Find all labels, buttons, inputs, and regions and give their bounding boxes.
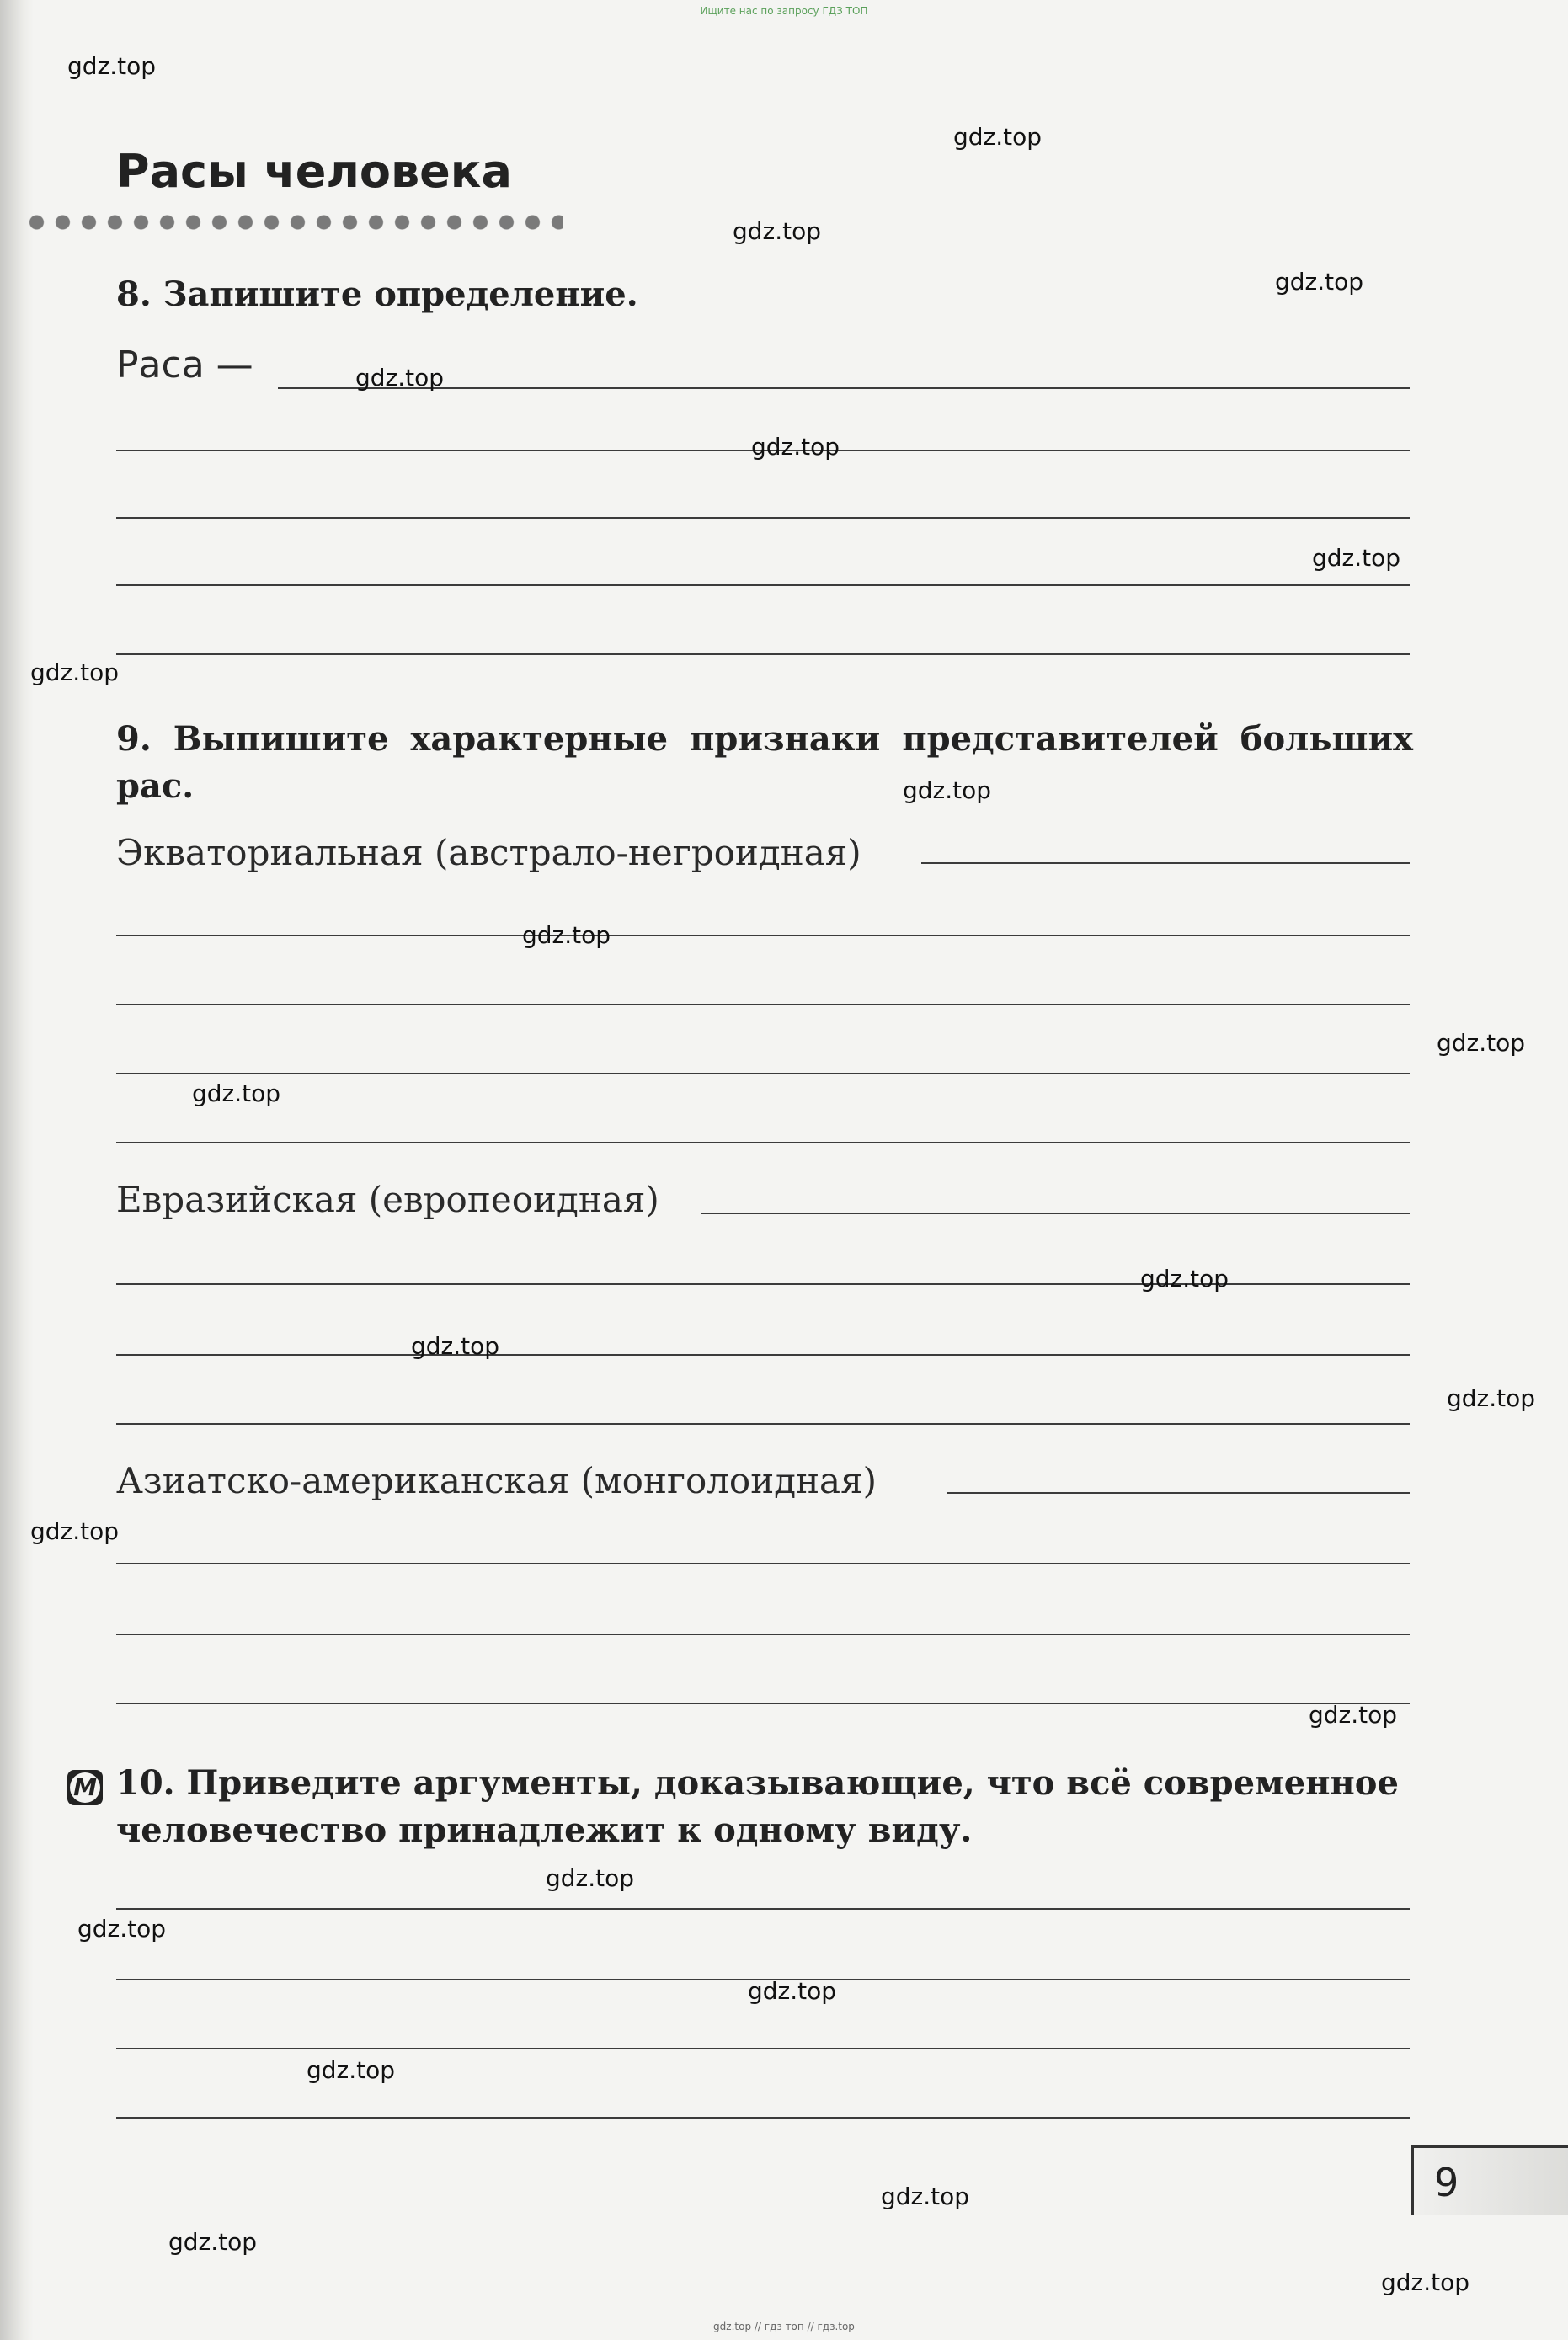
watermark: gdz.top [1312,544,1401,572]
watermark: gdz.top [522,921,611,949]
watermark: gdz.top [168,2228,258,2256]
answer-line[interactable] [116,1703,1410,1704]
answer-line[interactable] [278,387,1410,389]
dotted-divider [24,212,563,232]
watermark: gdz.top [733,217,822,245]
answer-line[interactable] [116,653,1410,655]
meta-subject-badge [67,1770,103,1805]
answer-line[interactable] [701,1213,1410,1214]
watermark: gdz.top [1381,2268,1470,2296]
answer-line[interactable] [947,1492,1410,1494]
page-number-box [1411,2145,1568,2215]
answer-line[interactable] [116,2048,1410,2049]
task-8-term: Раса — [116,344,253,386]
task-10-title: 10. Приведите аргументы, доказывающие, что всё современное человечество принадлежит к одному виду. [116,1763,1399,1850]
task-9-title: 9. Выпишите характерные признаки представителей больших рас. [116,719,1413,806]
answer-line[interactable] [116,1004,1410,1005]
watermark: gdz.top [30,658,120,686]
watermark: gdz.top [881,2183,970,2210]
answer-line[interactable] [116,935,1410,936]
watermark: gdz.top [1437,1029,1526,1057]
watermark: gdz.top [77,1915,167,1943]
page-number: 9 [1434,2160,1459,2205]
answer-line[interactable] [116,2117,1410,2119]
answer-line[interactable] [116,1073,1410,1074]
bottom-note: gdz.top // гдз топ // гдз.top [713,2321,855,2332]
answer-line[interactable] [921,862,1410,864]
watermark: gdz.top [30,1517,120,1545]
watermark: gdz.top [748,1977,837,2005]
answer-line[interactable] [116,1908,1410,1910]
answer-line[interactable] [116,1634,1410,1635]
watermark: gdz.top [192,1079,281,1107]
watermark: gdz.top [903,776,992,804]
section-title: Расы человека [116,145,512,198]
watermark: gdz.top [751,433,840,461]
watermark: gdz.top [1309,1701,1398,1729]
race-equatorial-label: Экваториальная (австрало-негроидная) [116,832,861,873]
answer-line[interactable] [116,1354,1410,1356]
answer-line[interactable] [116,517,1410,519]
watermark: gdz.top [1447,1384,1536,1412]
watermark: gdz.top [307,2056,396,2084]
answer-line[interactable] [116,584,1410,586]
task-8-title: 8. Запишите определение. [116,275,638,314]
top-note: Ищите нас по запросу ГДЗ ТОП [700,5,868,17]
race-eurasian-label: Евразийская (европеоидная) [116,1179,659,1220]
answer-line[interactable] [116,1142,1410,1143]
meta-subject-icon: М [70,1772,100,1803]
watermark: gdz.top [1275,268,1364,296]
watermark: gdz.top [411,1332,500,1360]
answer-line[interactable] [116,1423,1410,1425]
page-binding-shadow [0,0,34,2340]
answer-line[interactable] [116,1563,1410,1564]
watermark: gdz.top [1140,1265,1229,1293]
watermark: gdz.top [546,1864,635,1892]
watermark: gdz.top [355,364,445,392]
watermark: gdz.top [67,52,157,80]
race-asian-american-label: Азиатско-американская (монголоидная) [116,1460,877,1501]
watermark: gdz.top [953,123,1043,151]
